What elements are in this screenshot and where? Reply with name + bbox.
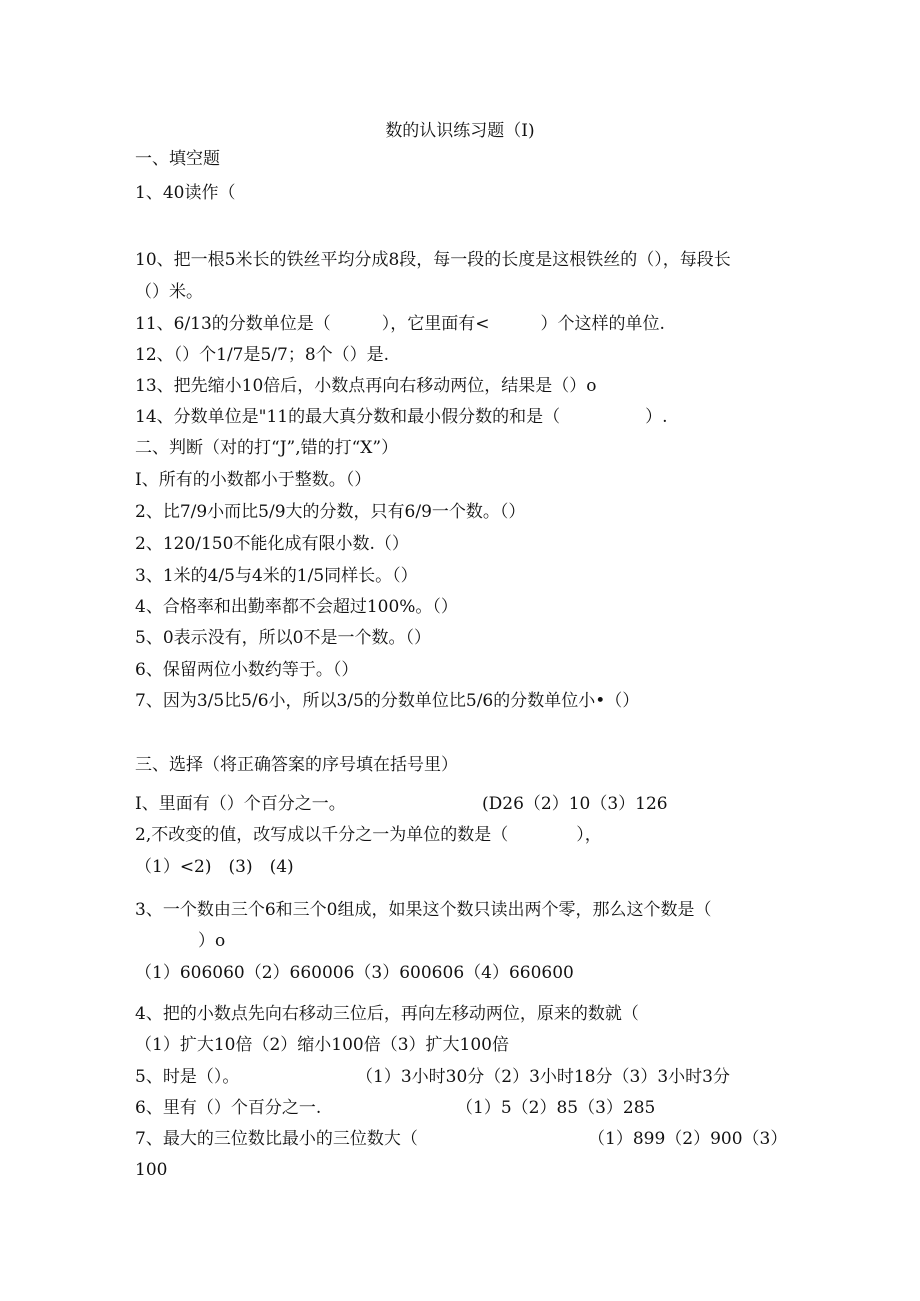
section-1-heading: 一、填空题 [135,149,220,169]
choice-question-7-overflow: 100 [135,1160,168,1180]
choice-question-3-options: （1）606060（2）660006（3）600606（4）660600 [135,963,574,983]
choice-question-2-line-1: 2,不改变的值，改写成以千分之一为单位的数是（ ）， [135,825,602,845]
judge-item: 5、0表示没有，所以0不是一个数。（） [135,628,431,648]
fill-question-11: 11、6/13的分数单位是（ ），它里面有< ）个这样的单位. [135,314,665,334]
choice-question-7: 7、最大的三位数比最小的三位数大（ [135,1129,418,1149]
fill-question-14: 14、分数单位是"11的最大真分数和最小假分数的和是（ ）. [135,407,668,427]
choice-question-5-options: （1）3小时30分（2）3小时18分（3）3小时3分 [356,1067,730,1087]
choice-question-1: I、里面有（）个百分之一。 [135,794,346,814]
judge-item: 2、比7/9小而比5/9大的分数，只有6/9一个数。（） [135,502,526,522]
judge-item: I、所有的小数都小于整数。（） [135,470,372,490]
choice-question-3-line-1: 3、一个数由三个6和三个0组成，如果这个数只读出两个零，那么这个数是（ [135,900,712,920]
choice-question-6: 6、里有（）个百分之一. [135,1098,322,1118]
fill-question-12: 12、（）个1/7是5/7；8个（）是. [135,345,390,365]
fill-question-10-line-1: 10、把一根5米长的铁丝平均分成8段，每一段的长度是这根铁丝的（），每段长 [135,250,731,270]
choice-question-7-options: （1）899（2）900（3） [588,1129,788,1149]
choice-question-6-options: （1）5（2）85（3）285 [456,1098,656,1118]
page-title: 数的认识练习题（I) [385,121,535,141]
judge-item: 4、合格率和出勤率都不会超过100%。（） [135,597,458,617]
choice-question-3-line-2: ）o [198,931,226,951]
judge-item: 3、1米的4/5与4米的1/5同样长。（） [135,566,418,586]
fill-question-13: 13、把先缩小10倍后，小数点再向右移动两位，结果是（）o [135,376,597,396]
section-3-heading: 三、选择（将正确答案的序号填在括号里） [135,755,458,775]
section-2-heading: 二、判断（对的打“J”,错的打“X”） [135,438,399,458]
choice-question-2-options: （1）<2) (3) (4) [135,857,294,877]
judge-item: 2、120/150不能化成有限小数.（） [135,534,409,554]
choice-question-4-line-1: 4、把的小数点先向右移动三位后，再向左移动两位，原来的数就（ [135,1004,639,1024]
fill-question-1: 1、40读作（ [135,183,236,203]
judge-item: 7、因为3/5比5/6小，所以3/5的分数单位比5/6的分数单位小•（） [135,691,640,711]
judge-item: 6、保留两位小数约等于。（） [135,660,359,680]
choice-question-1-options: (D26（2）10（3）126 [482,794,668,814]
choice-question-5: 5、时是（）。 [135,1067,240,1087]
fill-question-10-line-2: （）米。 [135,282,203,302]
choice-question-4-options: （1）扩大10倍（2）缩小100倍（3）扩大100倍 [135,1035,509,1055]
